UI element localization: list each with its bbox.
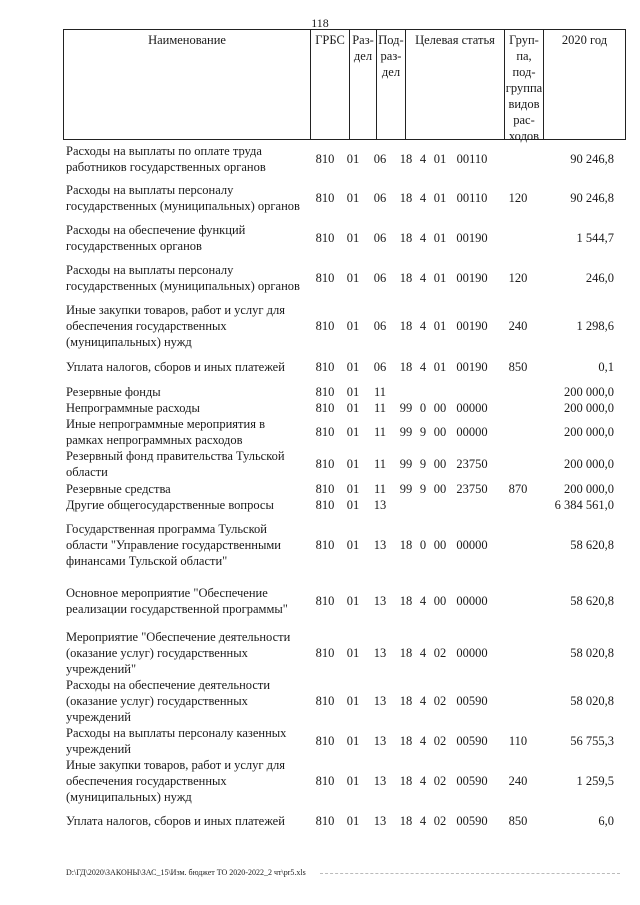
row-c1: 18 — [399, 152, 413, 166]
row-c1: 18 — [399, 191, 413, 205]
row-name: Основное мероприятие "Обеспечение реализации государственной программы" — [66, 586, 288, 616]
header-group: Груп- па, под- группа видов рас- ходов — [504, 30, 543, 139]
row-name: Иные непрограммные мероприятия в рамках непрограммных расходов — [66, 417, 265, 447]
row-c1: 18 — [399, 319, 413, 333]
row-grbs: 810 — [315, 814, 335, 828]
row-pr: 13 — [373, 498, 387, 512]
row-c3: 01 — [433, 360, 447, 374]
row-c1: 99 — [399, 425, 413, 439]
row-c2: 4 — [419, 734, 427, 748]
row-pr: 06 — [373, 191, 387, 205]
row-c4: 00000 — [456, 646, 488, 660]
row-pr: 13 — [373, 694, 387, 708]
row-c4: 00000 — [456, 401, 488, 415]
row-c3: 01 — [433, 152, 447, 166]
row-grbs: 810 — [315, 231, 335, 245]
row-c1: 18 — [399, 814, 413, 828]
row-c3: 02 — [433, 774, 447, 788]
table-row — [66, 757, 626, 805]
row-rz: 01 — [346, 694, 360, 708]
row-pr: 06 — [373, 319, 387, 333]
row-rz: 01 — [346, 457, 360, 471]
row-c4: 00000 — [456, 594, 488, 608]
row-name: Другие общегосударственные вопросы — [66, 498, 274, 512]
row-rz: 01 — [346, 814, 360, 828]
row-amount: 90 246,8 — [570, 191, 614, 205]
row-c2: 4 — [419, 646, 427, 660]
row-grbs: 810 — [315, 425, 335, 439]
row-c1: 99 — [399, 457, 413, 471]
row-pr: 13 — [373, 814, 387, 828]
row-pr: 06 — [373, 231, 387, 245]
row-vr: 870 — [508, 482, 528, 496]
table-header — [63, 29, 626, 143]
row-name: Расходы на выплаты персоналу казенных учреждений — [66, 726, 287, 756]
row-grbs: 810 — [315, 538, 335, 552]
table-row — [66, 182, 626, 214]
row-c1: 18 — [399, 734, 413, 748]
row-c3: 00 — [433, 538, 447, 552]
row-name: Резервные средства — [66, 482, 171, 496]
row-c1: 18 — [399, 694, 413, 708]
row-amount: 58 620,8 — [570, 538, 614, 552]
header-grbs: ГРБС — [310, 30, 349, 139]
row-pr: 06 — [373, 360, 387, 374]
table-row — [66, 384, 626, 400]
row-amount: 58 020,8 — [570, 646, 614, 660]
row-amount: 200 000,0 — [564, 457, 614, 471]
table-row — [66, 359, 626, 375]
table-row — [66, 448, 626, 480]
row-c2: 4 — [419, 594, 427, 608]
row-rz: 01 — [346, 319, 360, 333]
row-amount: 1 298,6 — [576, 319, 614, 333]
row-c2: 9 — [419, 457, 427, 471]
row-c2: 4 — [419, 694, 427, 708]
row-c2: 4 — [419, 774, 427, 788]
row-c4: 00000 — [456, 425, 488, 439]
row-rz: 01 — [346, 401, 360, 415]
row-rz: 01 — [346, 425, 360, 439]
row-name: Уплата налогов, сборов и иных платежей — [66, 814, 285, 828]
row-amount: 200 000,0 — [564, 385, 614, 399]
row-c1: 18 — [399, 774, 413, 788]
row-c3: 00 — [433, 401, 447, 415]
row-grbs: 810 — [315, 457, 335, 471]
row-pr: 11 — [373, 457, 387, 471]
row-pr: 13 — [373, 774, 387, 788]
row-pr: 13 — [373, 594, 387, 608]
row-grbs: 810 — [315, 734, 335, 748]
row-amount: 246,0 — [585, 271, 614, 285]
row-rz: 01 — [346, 646, 360, 660]
row-amount: 200 000,0 — [564, 401, 614, 415]
table-row — [66, 143, 626, 175]
row-pr: 11 — [373, 385, 387, 399]
row-rz: 01 — [346, 191, 360, 205]
row-name: Непрограммные расходы — [66, 401, 200, 415]
row-rz: 01 — [346, 385, 360, 399]
row-c2: 0 — [419, 538, 427, 552]
row-c1: 99 — [399, 401, 413, 415]
row-name: Резервный фонд правительства Тульской области — [66, 449, 285, 479]
table-row — [66, 302, 626, 350]
row-name: Иные закупки товаров, работ и услуг для обеспечения государственных (муниципальных) нужд — [66, 758, 286, 804]
row-name: Расходы на выплаты персоналу государственных (муниципальных) органов — [66, 183, 300, 213]
row-c4: 00190 — [456, 231, 488, 245]
row-rz: 01 — [346, 498, 360, 512]
row-amount: 6,0 — [598, 814, 614, 828]
row-c3: 01 — [433, 271, 447, 285]
row-c1: 18 — [399, 360, 413, 374]
row-rz: 01 — [346, 734, 360, 748]
row-amount: 90 246,8 — [570, 152, 614, 166]
row-c2: 4 — [419, 231, 427, 245]
row-grbs: 810 — [315, 385, 335, 399]
footer-divider — [320, 873, 620, 874]
row-name: Уплата налогов, сборов и иных платежей — [66, 360, 285, 374]
row-grbs: 810 — [315, 482, 335, 496]
row-c4: 00590 — [456, 734, 488, 748]
row-rz: 01 — [346, 360, 360, 374]
row-c3: 02 — [433, 734, 447, 748]
row-c4: 00590 — [456, 694, 488, 708]
row-c3: 00 — [433, 425, 447, 439]
row-c3: 00 — [433, 594, 447, 608]
table-row — [66, 725, 626, 757]
row-amount: 1 259,5 — [576, 774, 614, 788]
row-vr: 120 — [508, 191, 528, 205]
row-grbs: 810 — [315, 360, 335, 374]
row-name: Мероприятие "Обеспечение деятельности (оказание услуг) государственных учреждений" — [66, 630, 291, 676]
row-grbs: 810 — [315, 152, 335, 166]
row-rz: 01 — [346, 152, 360, 166]
row-vr: 120 — [508, 271, 528, 285]
row-rz: 01 — [346, 231, 360, 245]
row-c1: 18 — [399, 231, 413, 245]
row-c2: 4 — [419, 360, 427, 374]
row-rz: 01 — [346, 594, 360, 608]
table-row — [66, 497, 626, 513]
table-row — [66, 677, 626, 725]
row-c4: 00190 — [456, 319, 488, 333]
row-grbs: 810 — [315, 191, 335, 205]
row-name: Расходы на выплаты по оплате труда работников государственных органов — [66, 144, 266, 174]
row-rz: 01 — [346, 538, 360, 552]
row-c3: 01 — [433, 191, 447, 205]
row-c4: 23750 — [456, 457, 488, 471]
row-grbs: 810 — [315, 401, 335, 415]
row-c1: 18 — [399, 646, 413, 660]
row-rz: 01 — [346, 271, 360, 285]
row-c1: 18 — [399, 271, 413, 285]
row-amount: 200 000,0 — [564, 425, 614, 439]
row-c4: 00590 — [456, 814, 488, 828]
row-c4: 00190 — [456, 271, 488, 285]
row-rz: 01 — [346, 482, 360, 496]
row-c2: 4 — [419, 152, 427, 166]
row-c4: 00590 — [456, 774, 488, 788]
row-c2: 0 — [419, 401, 427, 415]
row-c2: 9 — [419, 425, 427, 439]
row-c4: 00110 — [456, 191, 488, 205]
header-name: Наименование — [148, 33, 226, 47]
table-row — [66, 521, 626, 569]
row-c2: 4 — [419, 319, 427, 333]
row-name: Государственная программа Тульской области "Управление государственными финансами Тульской области" — [66, 522, 281, 568]
row-grbs: 810 — [315, 646, 335, 660]
row-c3: 02 — [433, 814, 447, 828]
header-year: 2020 год — [543, 30, 625, 139]
table-row — [66, 416, 626, 448]
row-pr: 06 — [373, 152, 387, 166]
row-c2: 9 — [419, 482, 427, 496]
row-name: Расходы на обеспечение деятельности (оказание услуг) государственных учреждений — [66, 678, 271, 724]
row-c1: 99 — [399, 482, 413, 496]
row-c3: 02 — [433, 694, 447, 708]
header-podrazdel: Под- раз- дел — [376, 30, 405, 139]
row-pr: 13 — [373, 734, 387, 748]
table-row — [66, 585, 626, 617]
row-grbs: 810 — [315, 498, 335, 512]
row-amount: 6 384 561,0 — [554, 498, 614, 512]
row-vr: 850 — [508, 814, 528, 828]
row-c3: 01 — [433, 231, 447, 245]
row-pr: 11 — [373, 482, 387, 496]
row-pr: 13 — [373, 538, 387, 552]
row-grbs: 810 — [315, 774, 335, 788]
row-c3: 00 — [433, 482, 447, 496]
row-vr: 850 — [508, 360, 528, 374]
row-amount: 200 000,0 — [564, 482, 614, 496]
row-c2: 4 — [419, 814, 427, 828]
row-rz: 01 — [346, 774, 360, 788]
row-c4: 00000 — [456, 538, 488, 552]
row-pr: 11 — [373, 401, 387, 415]
row-amount: 56 755,3 — [570, 734, 614, 748]
header-razdel: Раз- дел — [349, 30, 376, 139]
row-grbs: 810 — [315, 271, 335, 285]
row-c3: 02 — [433, 646, 447, 660]
table-row — [66, 813, 626, 829]
row-name: Расходы на обеспечение функций государственных органов — [66, 223, 246, 253]
row-c3: 01 — [433, 319, 447, 333]
row-c4: 00190 — [456, 360, 488, 374]
row-grbs: 810 — [315, 694, 335, 708]
row-amount: 0,1 — [598, 360, 614, 374]
row-name: Резервные фонды — [66, 385, 161, 399]
row-name: Иные закупки товаров, работ и услуг для обеспечения государственных (муниципальных) нужд — [66, 303, 286, 349]
table-row — [66, 222, 626, 254]
header-target: Целевая статья — [405, 30, 504, 139]
page-number: 118 — [311, 16, 329, 30]
row-vr: 240 — [508, 774, 528, 788]
row-pr: 13 — [373, 646, 387, 660]
row-pr: 11 — [373, 425, 387, 439]
row-name: Расходы на выплаты персоналу государственных (муниципальных) органов — [66, 263, 300, 293]
row-pr: 06 — [373, 271, 387, 285]
row-c3: 00 — [433, 457, 447, 471]
row-grbs: 810 — [315, 319, 335, 333]
footer-file-path: D:\ГД\2020\ЗАКОНЫ\ЗАС_15\Изм. бюджет ТО 2020-2022_2 чт\pr5.xls — [66, 868, 306, 877]
row-c1: 18 — [399, 538, 413, 552]
row-c2: 4 — [419, 271, 427, 285]
row-c4: 00110 — [456, 152, 488, 166]
row-grbs: 810 — [315, 594, 335, 608]
row-amount: 1 544,7 — [576, 231, 614, 245]
table-row — [66, 629, 626, 677]
row-c2: 4 — [419, 191, 427, 205]
row-c4: 23750 — [456, 482, 488, 496]
row-amount: 58 020,8 — [570, 694, 614, 708]
row-vr: 110 — [508, 734, 528, 748]
row-c1: 18 — [399, 594, 413, 608]
row-vr: 240 — [508, 319, 528, 333]
table-row — [66, 481, 626, 497]
row-amount: 58 620,8 — [570, 594, 614, 608]
table-row — [66, 400, 626, 416]
table-row — [66, 262, 626, 294]
